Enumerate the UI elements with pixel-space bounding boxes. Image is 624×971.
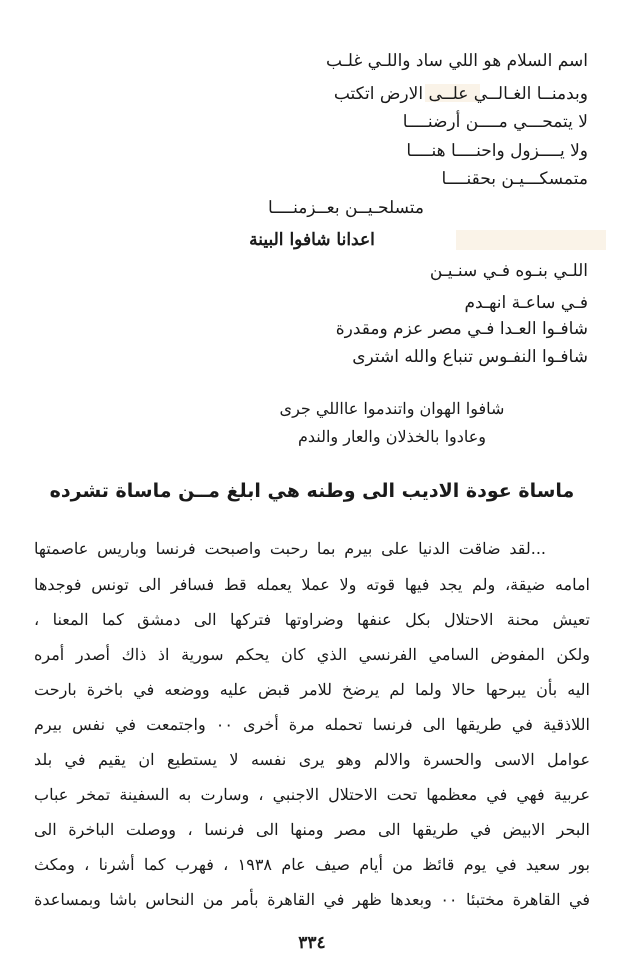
prose-line: عربية فهي في معظمها تحت الاحتلال الاجنبي ، وسارت به السفينة تمخر عباب — [34, 785, 590, 804]
poem-line: فـي ساعـة انهـدم — [464, 293, 588, 313]
prose-line: اليه بأن يبرحها حالا ولما لم يرضخ للامر قبض عليه ووضعه في باخرة بارحت — [34, 680, 590, 699]
poem-line: ولا يــــزول واحنــــا هنــــا — [406, 141, 588, 161]
prose-line: عوامل الاسى والحسرة والالم وهو يرى نفسه لا يستطيع ان يقيم في بلد — [34, 750, 590, 769]
page-number: ٣٣٤ — [298, 933, 326, 953]
prose-line: في القاهرة مختبئا ٠٠ وبعدها ظهر في القاهرة بأمر من النحاس باشا وبمساعدة — [34, 890, 590, 909]
poem-line: اسم السلام هو اللي ساد واللـي غلـب — [326, 51, 588, 71]
poem-line: متسلحـيــن بعــزمنــــا — [267, 198, 424, 218]
section-heading: ماساة عودة الاديب الى وطنه هي ابلغ مــن ماساة تشرده — [49, 480, 575, 502]
prose-line: اللاذقية في طريقها الى فرنسا تحمله مرة أخرى ٠٠ واجتمعت في نفس بيرم — [34, 715, 590, 734]
stanza-line: شافوا الهوان واتندموا عااللي جرى — [279, 399, 505, 418]
prose-line: ولكن المفوض السامي الفرنسي الذي كان يحكم سورية اذ ذاك أصدر أمره — [34, 645, 590, 664]
poem-line: متمسكـــيـن بحقنــــا — [441, 169, 588, 189]
poem-line: اللـي بنـوه فـي سنـيـن — [429, 261, 588, 281]
poem-line: لا يتمحـــي مــــن أرضنــــا — [402, 112, 588, 132]
poem-line: وبدمنــا الغـالــي علــى الارض اتكتب — [333, 84, 588, 104]
poem-line: اعدانا شافوا البينة — [249, 230, 375, 250]
prose-line: امامه ضيقة، ولم يجد فيها قوته ولا عملا يعمله قط فسافر الى تونس فوجدها — [34, 575, 590, 594]
poem-line: شافـوا النفـوس تنباع والله اشترى — [352, 347, 588, 367]
stanza-line: وعادوا بالخذلان والعار والندم — [297, 427, 487, 446]
prose-line: بور سعيد في يوم قائظ من أيام صيف عام ١٩٣٨ ، فهرب كما أشرنا ، ومكث — [34, 855, 591, 874]
prose-line: البحر الابيض في طريقها الى مصر ومنها الى فرنسا ، ووصلت الباخرة الى — [34, 820, 590, 839]
prose-line: ...لقد ضاقت الدنيا على بيرم بما رحبت واصبحت فرنسا وباريس عاصمتها — [34, 539, 546, 558]
poem-line: شافـوا العـدا فـي مصر عزم ومقدرة — [335, 319, 588, 339]
prose-line: تعيش محنة الاحتلال بكل عنفها وضراوتها فتركها الى دمشق كما المعنا ، — [34, 610, 590, 629]
